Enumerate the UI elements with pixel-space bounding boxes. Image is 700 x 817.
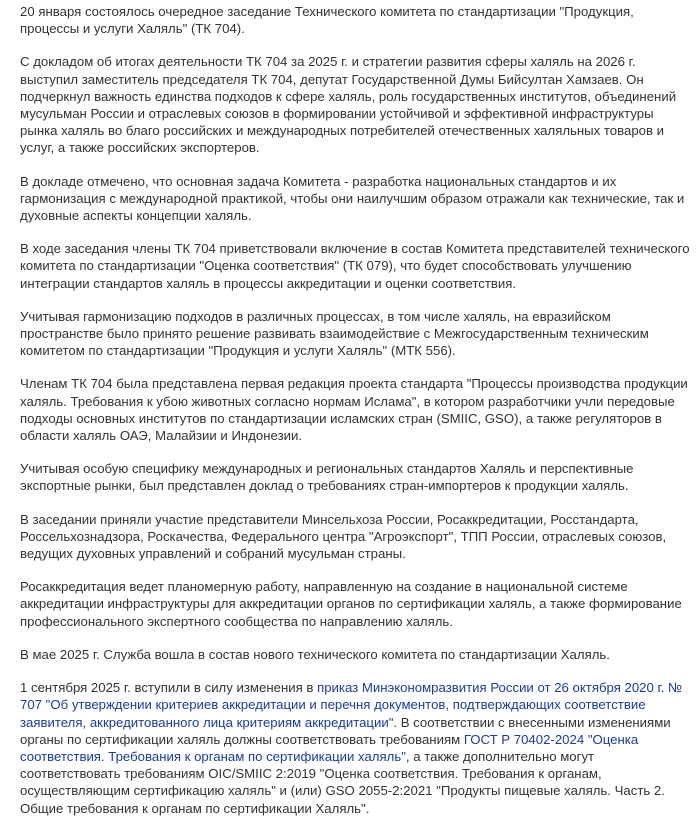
paragraph-participants: В заседании приняли участие представители Минсельхоза России, Росаккредитации, Росстандарта, Россельхознадзора, Роскачества, Федерального центра "Агроэкспорт", ТПП России, отраслевых союзов, ведущих духовных управлений и собраний мусульман страны. [20, 511, 667, 562]
september-text-end: , а также дополнительно могут соответствовать требованиям OIC/SMIIC 2:2019 "Оценка соответствия. Требования к органам, осуществляющим сертификацию халяль" и (или) GSO 2055-2:2021 "Продукты пищевые халяль. Часть 2. Общие требования к органам по сертификации Халяль". [20, 748, 665, 816]
paragraph-draft-standard: Членам ТК 704 была представлена первая редакция проекта стандарта "Процессы производства продукции халяль. Требования к убою животных согласно нормам Ислама", в котором разработчики учли передовые подходы основных институтов по стандартизации исламских стран (SMIIC, GSO), а также регуляторов в области халяль ОАЭ, Малайзии и Индонезии. [20, 376, 688, 444]
september-text-start: 1 сентября 2025 г. вступили в силу изменения в [20, 680, 318, 696]
paragraph-september-changes [20, 679, 690, 817]
order-707-link[interactable]: приказ Минэкономразвития России от 26 октября 2020 г. № 707 "Об утверждении критериев аккредитации и перечня документов, подтверждающих соответствие заявителя, аккредитованного лица критериям аккредитации" [20, 680, 683, 730]
september-text-middle: . В соответствии с внесенными изменениями органы по сертификации халяль должны соответствовать требованиям [20, 714, 671, 747]
paragraph-accreditation-work: Росаккредитация ведет планомерную работу, направленную на создание в национальной системе аккредитации инфраструктуры для аккредитации органов по сертификации халяль, а также формирование профессионального экспертного сообщества по направлению халяль. [20, 579, 682, 629]
paragraph-may-2025: В мае 2025 г. Служба вошла в состав нового технического комитета по стандартизации Халяль. [20, 646, 610, 662]
paragraph-meeting-intro: 20 января состоялось очередное заседание Технического комитета по стандартизации "Продукция, процессы и услуги Халяль" (ТК 704). [20, 4, 634, 37]
paragraph-main-task: В докладе отмечено, что основная задача Комитета - разработка национальных стандартов и их гармонизация с международной практикой, чтобы они наилучшим образом отражали как технические, так и духовные аспекты концепции халяль. [20, 173, 685, 224]
gost-70402-link[interactable]: ГОСТ Р 70402-2024 "Оценка соответствия. Требования к органам по сертификации халяль" [20, 731, 639, 764]
paragraph-report-results: С докладом об итогах деятельности ТК 704 за 2025 г. и стратегии развития сферы халяль на 2026 г. выступил заместитель председателя ТК 704, депутат Государственной Думы Бийсултан Хамзаев. Он подчеркнул важность единства подходов к сфере халяль, роль государственных институтов, объединений мусульман России и отраслевых союзов в формировании устойчивой и эффективной инфраструктуры рынка халяль во благо российских и международных потребителей отечественных халяльных товаров и услуг, а также российских экспортеров. [20, 54, 677, 156]
paragraph-eurasian-cooperation: Учитывая гармонизацию подходов в различных процессах, в том числе халяль, на евразийском пространстве было принято решение развивать взаимодействие с Межгосударственным техническим комитетом по стандартизации "Продукция и услуги Халяль" (МТК 556). [20, 308, 649, 359]
paragraph-tc079-inclusion: В ходе заседания члены ТК 704 приветствовали включение в состав Комитета представителей технического комитета по стандартизации "Оценка соответствия" (ТК 079), что будет способствовать улучшению интеграции стандартов халяль в процессы аккредитации и оценки соответствия. [20, 241, 690, 291]
paragraph-export-report: Учитывая особую специфику международных и региональных стандартов Халяль и перспективные экспортные рынки, был представлен доклад о требованиях стран-импортеров к продукции халяль. [20, 461, 634, 494]
